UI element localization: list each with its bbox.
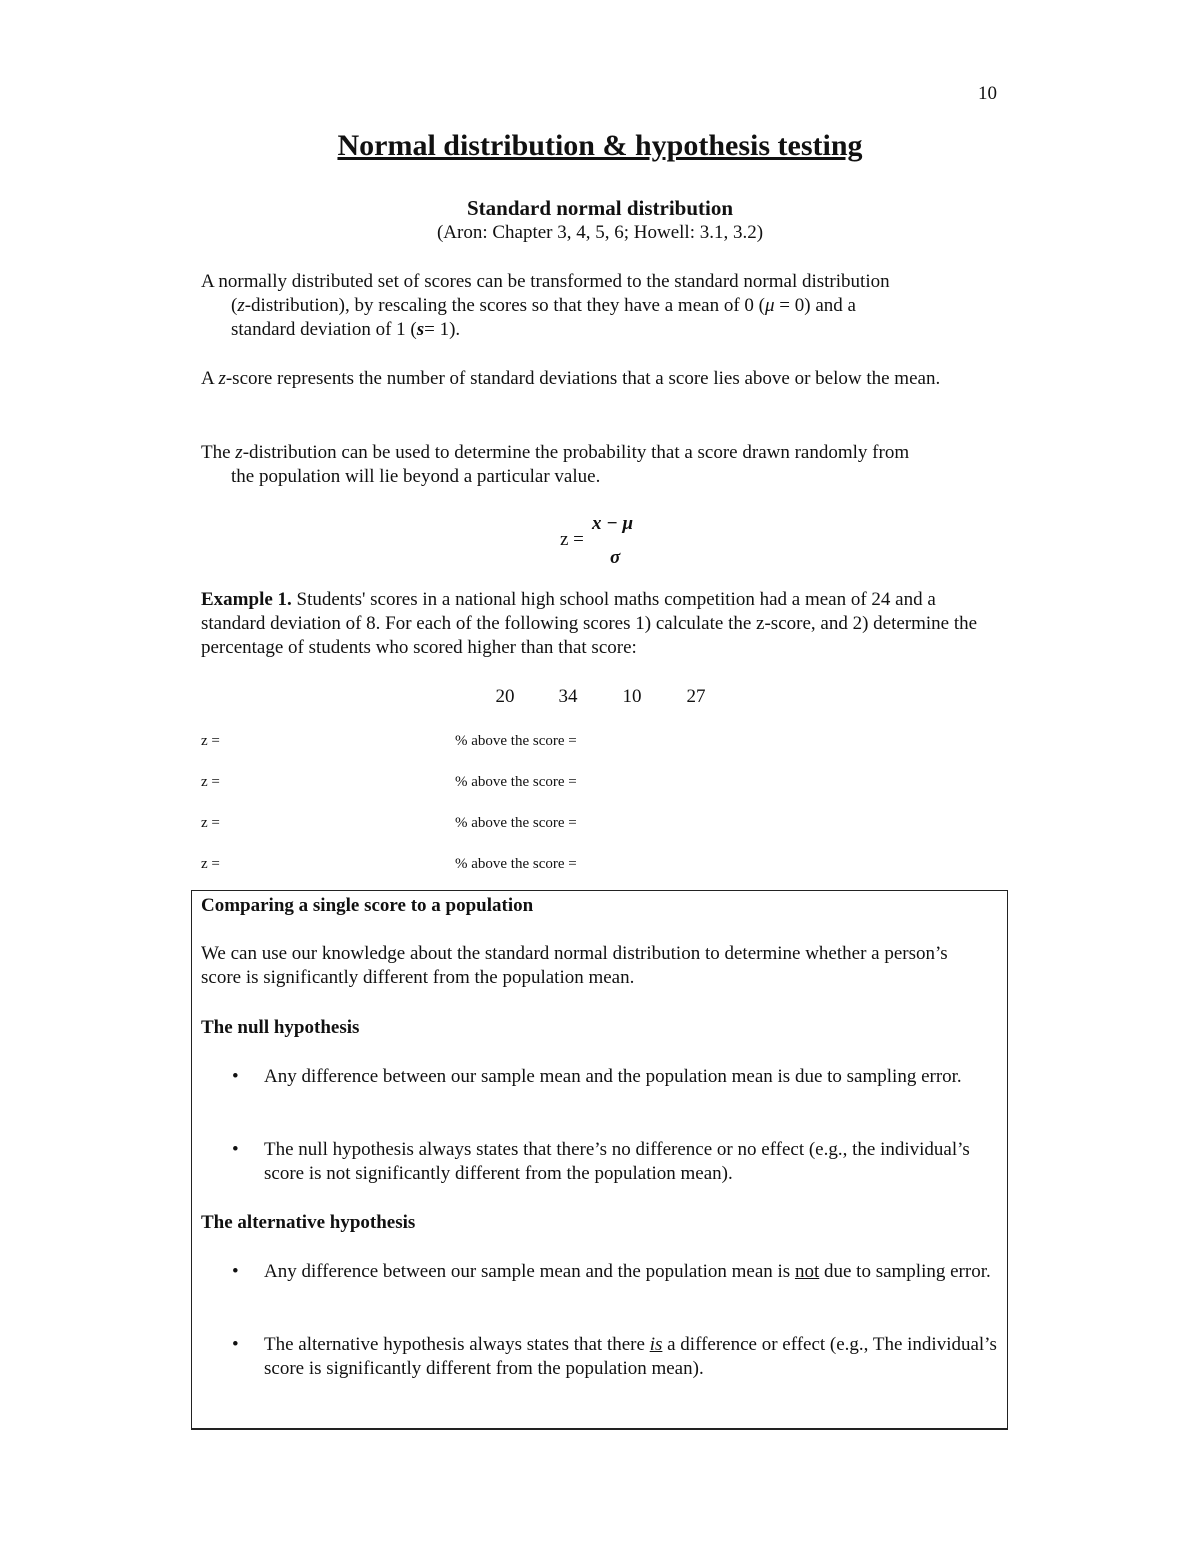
section-reference: (Aron: Chapter 3, 4, 5, 6; Howell: 3.1, 3.2) bbox=[436, 222, 764, 243]
example-score: 34 bbox=[558, 686, 578, 707]
formula-numerator: x − μ bbox=[592, 513, 634, 534]
page-title: Normal distribution & hypothesis testing bbox=[337, 129, 863, 162]
example-score: 27 bbox=[686, 686, 706, 707]
percent-above-label: % above the score = bbox=[455, 856, 577, 872]
example-label: Example 1. bbox=[201, 589, 292, 610]
percent-above-label: % above the score = bbox=[455, 733, 577, 749]
alternative-bullet-2: The alternative hypothesis always states that there is a difference or effect (e.g., The individual’s score is significantly different from the population mean). bbox=[264, 1334, 997, 1379]
bullet-icon: • bbox=[232, 1334, 239, 1355]
page-number: 10 bbox=[978, 83, 997, 104]
z-label: z = bbox=[201, 774, 220, 790]
z-label: z = bbox=[201, 815, 220, 831]
paragraph-line: standard deviation of 1 (s= 1). bbox=[231, 319, 461, 340]
null-bullet-2: The null hypothesis always states that there’s no difference or no effect (e.g., the individual’s score is not significantly different from the population mean). bbox=[264, 1139, 970, 1184]
null-bullet-1: Any difference between our sample mean and the population mean is due to sampling error. bbox=[264, 1066, 962, 1087]
alternative-hypothesis-heading: The alternative hypothesis bbox=[201, 1212, 416, 1233]
percent-above-label: % above the score = bbox=[455, 774, 577, 790]
bullet-icon: • bbox=[232, 1261, 239, 1282]
formula-denominator: σ bbox=[610, 547, 621, 568]
formula-lhs: z = bbox=[560, 529, 584, 550]
percent-above-label: % above the score = bbox=[455, 815, 577, 831]
alternative-bullet-1: Any difference between our sample mean and the population mean is not due to sampling error. bbox=[264, 1261, 991, 1282]
paragraph-line: the population will lie beyond a particular value. bbox=[231, 466, 601, 487]
bullet-icon: • bbox=[232, 1066, 239, 1087]
example-1-text: Example 1. Students' scores in a national high school maths competition had a mean of 24 and a standard deviation of 8. For each of the following scores 1) calculate the z-score, and 2) determine the percentage of students who scored higher than that score: bbox=[201, 589, 978, 658]
example-score: 10 bbox=[622, 686, 642, 707]
box-heading: Comparing a single score to a population bbox=[201, 895, 534, 916]
paragraph-z-distribution-probability bbox=[201, 441, 1001, 489]
z-label: z = bbox=[201, 856, 220, 872]
z-label: z = bbox=[201, 733, 220, 749]
z-score-formula bbox=[560, 512, 660, 572]
section-title: Standard normal distribution bbox=[466, 196, 734, 220]
paragraph-line: The z-distribution can be used to determine the probability that a score drawn randomly from bbox=[201, 442, 910, 463]
paragraph-line: A normally distributed set of scores can be transformed to the standard normal distribution bbox=[201, 271, 890, 292]
bullet-icon: • bbox=[232, 1139, 239, 1160]
paragraph-z-score-definition: A z-score represents the number of standard deviations that a score lies above or below the mean. bbox=[201, 368, 941, 389]
box-intro: We can use our knowledge about the standard normal distribution to determine whether a person’s score is significantly different from the population mean. bbox=[201, 943, 948, 988]
example-score: 20 bbox=[495, 686, 515, 707]
paragraph-standardization bbox=[201, 270, 1001, 342]
null-hypothesis-heading: The null hypothesis bbox=[201, 1017, 360, 1038]
paragraph-line: (z-distribution), by rescaling the scores so that they have a mean of 0 (μ = 0) and a bbox=[231, 295, 856, 316]
